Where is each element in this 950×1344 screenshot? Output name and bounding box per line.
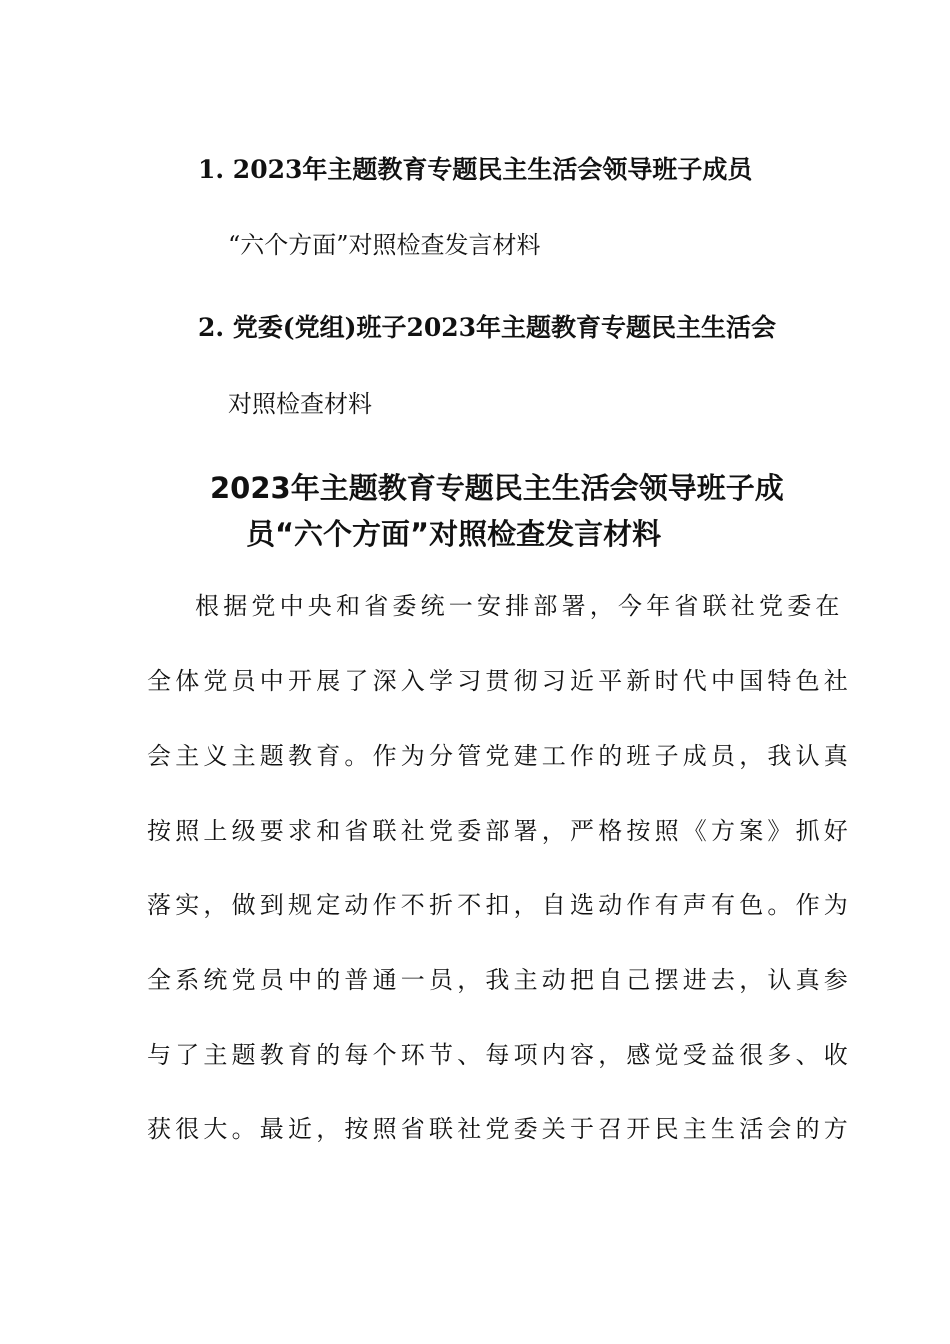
toc-item-2-subtitle: 对照检查材料 <box>228 390 372 418</box>
body-line-2: 全体党员中开展了深入学习贯彻习近平新时代中国特色社 <box>147 667 852 695</box>
title-line-2: 员“六个方面”对照检查发言材料 <box>246 517 662 551</box>
toc-item-1-subtitle: “六个方面”对照检查发言材料 <box>228 231 541 259</box>
toc-item-1-title: 1. 2023年主题教育专题民主生活会领导班子成员 <box>198 155 753 184</box>
body-line-8: 获很大。最近，按照省联社党委关于召开民主生活会的方 <box>147 1115 852 1143</box>
body-line-4: 按照上级要求和省联社党委部署，严格按照《方案》抓好 <box>147 817 852 845</box>
body-line-1: 根据党中央和省委统一安排部署，今年省联社党委在 <box>195 592 844 620</box>
title-line-1: 2023年主题教育专题民主生活会领导班子成 <box>210 471 784 505</box>
body-line-6: 全系统党员中的普通一员，我主动把自己摆进去，认真参 <box>147 966 852 994</box>
body-line-3: 会主义主题教育。作为分管党建工作的班子成员，我认真 <box>147 742 852 770</box>
body-line-7: 与了主题教育的每个环节、每项内容，感觉受益很多、收 <box>147 1041 852 1069</box>
body-line-5: 落实，做到规定动作不折不扣，自选动作有声有色。作为 <box>147 891 852 919</box>
toc-item-2-title: 2. 党委(党组)班子2023年主题教育专题民主生活会 <box>198 313 777 342</box>
